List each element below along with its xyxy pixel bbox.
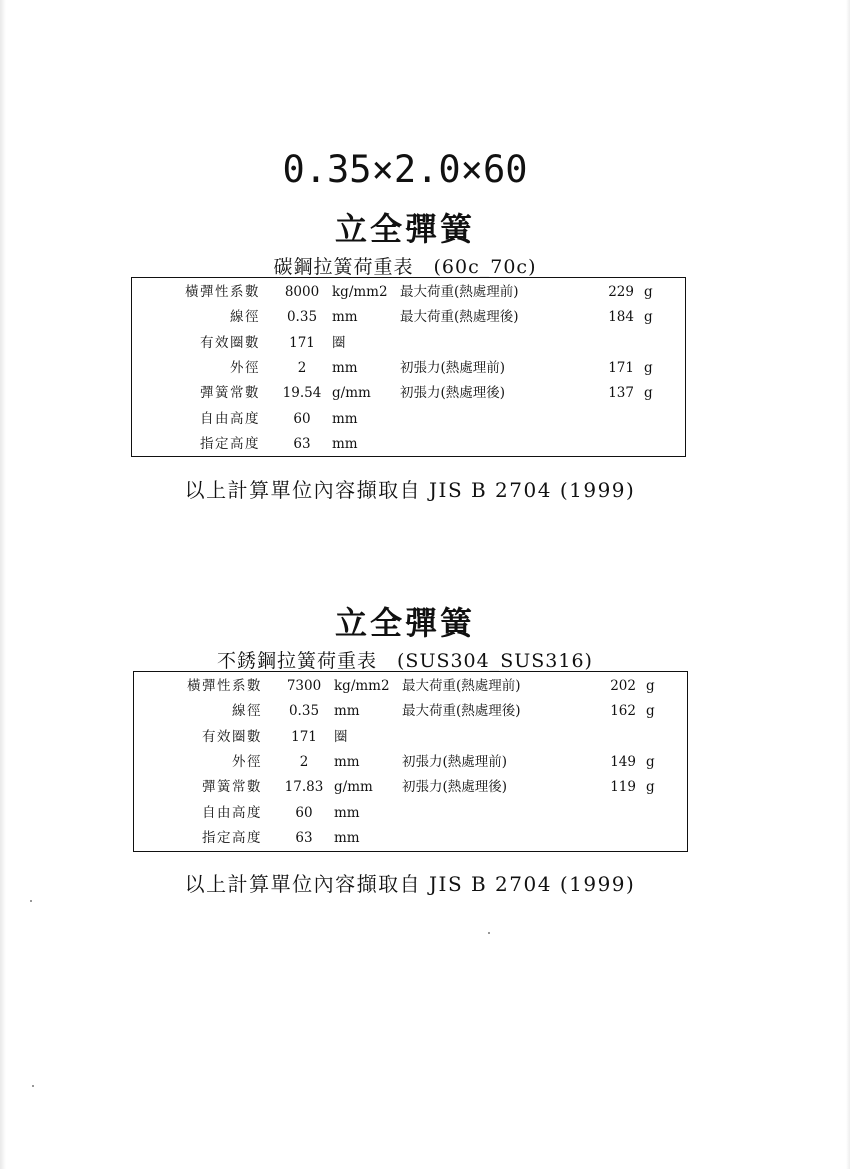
property-label: 有效圈數 [202,728,262,745]
scan-speck [488,932,490,934]
property-unit: mm [334,829,360,846]
property-unit: kg/mm2 [332,284,388,300]
property-value: 17.83 [284,779,324,796]
property-label: 橫彈性系數 [185,284,260,300]
property-label: 外徑 [232,753,262,770]
scan-speck [30,900,32,902]
load-unit: g [646,779,655,796]
table-row [134,725,687,750]
load-unit: g [646,753,655,770]
property-unit: mm [332,359,358,376]
load-unit: g [646,703,655,720]
property-value: 171 [289,334,315,351]
property-label: 線徑 [230,309,260,326]
property-value: 63 [293,435,311,452]
load-value: 162 [610,703,636,720]
source-note-2: 以上計算單位內容擷取自 JIS B 2704 (1999) [184,872,636,896]
property-unit: mm [334,804,360,821]
property-unit: 圈 [334,728,348,745]
spec-title: 0.35×2.0×60 [282,148,528,191]
property-value: 7300 [286,678,322,694]
company-name-1: 立全彈簧 [334,210,475,248]
property-unit: mm [334,703,360,720]
table-row [134,699,687,724]
property-value: 63 [295,829,313,846]
table-row [134,674,687,699]
table-row [132,356,685,381]
load-label: 初張力(熱處理後) [402,779,508,796]
load-unit: g [644,284,653,300]
property-label: 指定高度 [202,829,262,846]
table-row [132,280,685,305]
property-label: 線徑 [232,703,262,720]
property-unit: 圈 [332,334,346,351]
table-title-2: 不銹鋼拉簧荷重表 (SUS304_SUS316) [217,650,593,672]
load-label: 最大荷重(熱處理前) [400,284,519,300]
table-row [134,801,687,826]
scan-speck [32,1085,34,1087]
load-label: 初張力(熱處理前) [402,753,508,770]
property-label: 外徑 [230,359,260,376]
property-unit: mm [334,753,360,770]
property-value: 0.35 [286,309,318,326]
property-value: 8000 [284,284,320,300]
load-value: 184 [608,309,634,326]
property-label: 指定高度 [200,435,260,452]
load-value: 149 [610,753,636,770]
property-value: 2 [299,753,309,770]
load-table-carbon-steel [131,277,686,457]
property-unit: mm [332,435,358,452]
table-row [134,826,687,851]
property-label: 自由高度 [202,804,262,821]
load-label: 最大荷重(熱處理前) [402,678,521,694]
load-label: 初張力(熱處理前) [400,359,506,376]
property-value: 60 [295,804,313,821]
load-label: 初張力(熱處理後) [400,385,506,402]
table-row [132,432,685,457]
scan-edge-right [846,0,850,1169]
property-value: 2 [297,359,307,376]
property-label: 彈簧常數 [200,385,260,402]
table-row [132,407,685,432]
table-row [132,305,685,330]
table-row [134,775,687,800]
company-name-2: 立全彈簧 [334,604,475,642]
property-unit: g/mm [332,385,371,402]
load-label: 最大荷重(熱處理後) [400,309,519,326]
property-value: 0.35 [288,703,320,720]
property-value: 60 [293,410,311,427]
load-value: 229 [608,284,634,300]
property-unit: mm [332,309,358,326]
property-label: 自由高度 [200,410,260,427]
property-label: 彈簧常數 [202,779,262,796]
table-row [132,331,685,356]
load-unit: g [644,359,653,376]
load-unit: g [646,678,655,694]
load-unit: g [644,385,653,402]
load-value: 202 [610,678,636,694]
table-title-1: 碳鋼拉簧荷重表 (60c_70c) [273,256,537,278]
load-value: 137 [608,385,634,402]
load-value: 171 [608,359,634,376]
property-value: 171 [291,728,317,745]
load-value: 119 [610,779,636,796]
source-note-1: 以上計算單位內容擷取自 JIS B 2704 (1999) [184,478,636,502]
table-row [134,750,687,775]
property-unit: kg/mm2 [334,678,390,694]
load-table-stainless-steel [133,671,688,852]
property-value: 19.54 [282,385,322,402]
property-unit: g/mm [334,779,373,796]
property-label: 橫彈性系數 [187,678,262,694]
property-unit: mm [332,410,358,427]
table-row [132,381,685,406]
load-label: 最大荷重(熱處理後) [402,703,521,720]
property-label: 有效圈數 [200,334,260,351]
load-unit: g [644,309,653,326]
